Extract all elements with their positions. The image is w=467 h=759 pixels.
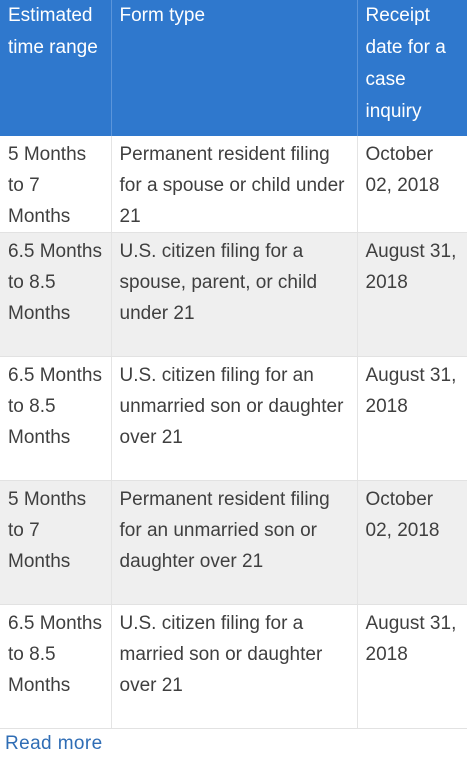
- table-header: [0, 0, 467, 136]
- read-more-link[interactable]: Read more: [5, 733, 103, 754]
- cell-form-type: Permanent resident filing for a spouse or child under 21: [111, 136, 357, 233]
- cell-receipt-date: October 02, 2018: [357, 481, 467, 605]
- header-estimated-time-range: Estimated time range: [0, 0, 111, 136]
- cell-form-type: U.S. citizen filing for an unmarried son or daughter over 21: [111, 357, 357, 481]
- cell-receipt-date: August 31, 2018: [357, 357, 467, 481]
- header-form-type: Form type: [111, 0, 357, 136]
- cell-time-range: 5 Months to 7 Months: [0, 136, 111, 233]
- table-body: [0, 136, 467, 729]
- cell-receipt-date: October 02, 2018: [357, 136, 467, 233]
- table-row: [0, 605, 467, 729]
- cell-time-range: 6.5 Months to 8.5 Months: [0, 233, 111, 357]
- header-row: [0, 0, 467, 136]
- cell-receipt-date: August 31, 2018: [357, 233, 467, 357]
- table-row: [0, 233, 467, 357]
- cell-form-type: U.S. citizen filing for a spouse, parent, or child under 21: [111, 233, 357, 357]
- cell-time-range: 5 Months to 7 Months: [0, 481, 111, 605]
- table-row: [0, 136, 467, 233]
- table-row: [0, 357, 467, 481]
- header-receipt-date: Receipt date for a case inquiry: [365, 5, 446, 122]
- cell-form-type: U.S. citizen filing for a married son or daughter over 21: [111, 605, 357, 729]
- cell-time-range: 6.5 Months to 8.5 Months: [0, 357, 111, 481]
- cell-receipt-date: August 31, 2018: [357, 605, 467, 729]
- cell-time-range: 6.5 Months to 8.5 Months: [0, 605, 111, 729]
- cell-form-type: Permanent resident filing for an unmarried son or daughter over 21: [111, 481, 357, 605]
- table-row: [0, 481, 467, 605]
